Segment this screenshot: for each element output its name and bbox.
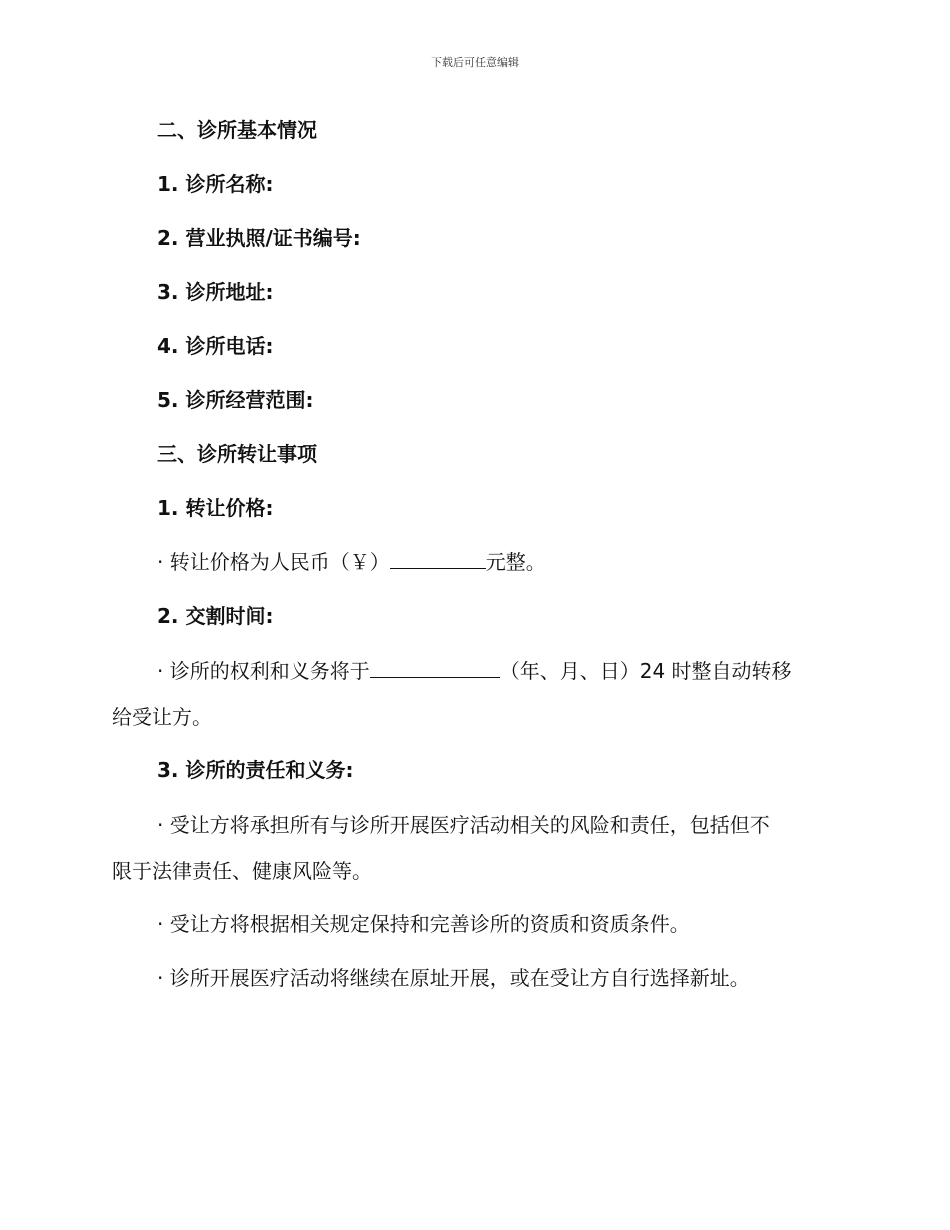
clinic-phone-label: 4. 诊所电话: bbox=[157, 334, 274, 358]
section3-heading: 三、诊所转让事项 bbox=[157, 442, 317, 466]
time-continuation: 给受让方。 bbox=[112, 705, 212, 729]
duty-heading: 3. 诊所的责任和义务: bbox=[157, 758, 354, 782]
page-header-note: 下载后可任意编辑 bbox=[431, 56, 519, 69]
date-blank bbox=[370, 657, 500, 678]
price-suffix: 元整。 bbox=[485, 550, 546, 574]
time-heading: 2. 交割时间: bbox=[157, 604, 274, 628]
section2-heading: 二、诊所基本情况 bbox=[157, 118, 317, 142]
duty-clause-2: · 受让方将根据相关规定保持和完善诊所的资质和资质条件。 bbox=[157, 912, 690, 936]
duty-clause-3: · 诊所开展医疗活动将继续在原址开展，或在受让方自行选择新址。 bbox=[157, 966, 750, 990]
clinic-name-label: 1. 诊所名称: bbox=[157, 172, 274, 196]
duty1-line2: 限于法律责任、健康风险等。 bbox=[112, 859, 372, 883]
price-prefix: · 转让价格为人民币（￥） bbox=[157, 550, 390, 574]
license-number-label: 2. 营业执照/证书编号: bbox=[157, 226, 361, 250]
duty1-line1: · 受让方将承担所有与诊所开展医疗活动相关的风险和责任，包括但不 bbox=[157, 813, 770, 837]
time-clause bbox=[112, 648, 832, 740]
price-heading: 1. 转让价格: bbox=[157, 496, 274, 520]
time-suffix: （年、月、日）24 时整自动转移 bbox=[499, 659, 792, 683]
price-clause bbox=[157, 548, 546, 576]
duty-clause-1 bbox=[112, 802, 832, 894]
time-prefix: · 诊所的权利和义务将于 bbox=[157, 659, 370, 683]
price-blank bbox=[390, 548, 486, 569]
business-scope-label: 5. 诊所经营范围: bbox=[157, 388, 314, 412]
clinic-address-label: 3. 诊所地址: bbox=[157, 280, 274, 304]
